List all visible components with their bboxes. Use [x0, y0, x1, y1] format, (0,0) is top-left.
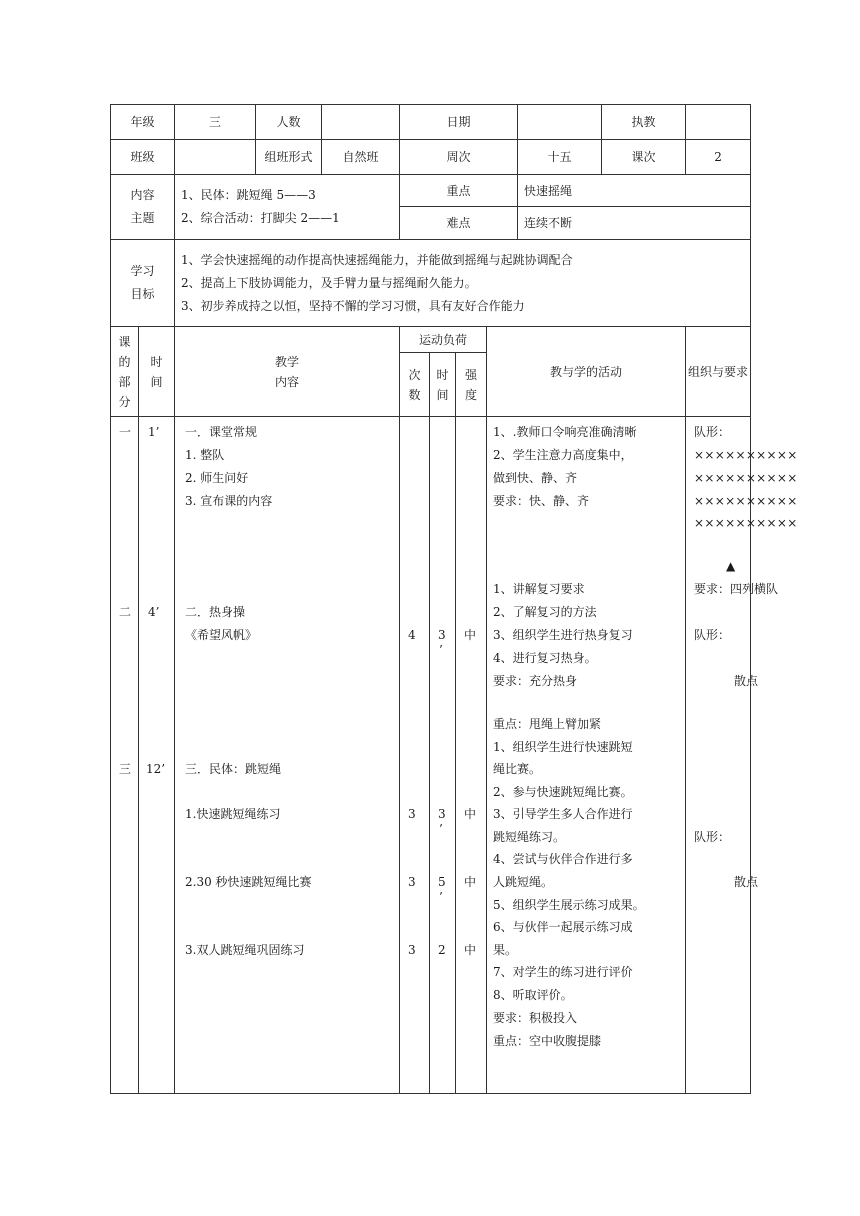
date-label: 日期	[400, 105, 518, 140]
col-intensity-char: 度	[465, 387, 478, 402]
activity-line: 2、参与快速跳短绳比赛。	[493, 785, 633, 799]
activity-line: 8、听取评价。	[493, 988, 573, 1002]
activity-line: 2、学生注意力高度集中，	[493, 448, 633, 462]
activity-line: 人跳短绳。	[493, 875, 554, 889]
col-count	[400, 353, 430, 417]
activity-line: 7、对学生的练习进行评价	[493, 965, 633, 979]
goals-label	[111, 240, 175, 327]
load-time-column	[430, 417, 456, 1094]
col-teaching-content	[175, 327, 400, 417]
col-part-char: 分	[118, 394, 131, 409]
ex3-intensity: 中	[464, 943, 477, 957]
formation-label: 队形：	[694, 830, 731, 844]
lesson-body-row	[111, 417, 751, 1094]
teacher-label: 执教	[602, 105, 686, 140]
activity-line: 做到快、静、齐	[493, 471, 578, 485]
section-1-title: 一．课堂常规	[185, 425, 258, 439]
content-label	[111, 175, 175, 240]
key-point-value: 快速摇绳	[518, 175, 751, 207]
activity-column	[487, 417, 686, 1094]
section-3-item: 1.快速跳短绳练习	[185, 807, 281, 821]
col-part	[111, 327, 139, 417]
column-header-row-1	[111, 327, 751, 353]
class-value	[175, 140, 256, 175]
activity-line: 3、引导学生多人合作进行	[493, 807, 633, 821]
col-exercise-load: 运动负荷	[400, 327, 487, 353]
ex3-time: 2	[438, 943, 446, 957]
goals-row	[111, 240, 751, 327]
content-item: 1、民体：跳短绳 5——3	[181, 188, 316, 202]
people-label: 人数	[256, 105, 322, 140]
lesson-label: 课次	[602, 140, 686, 175]
activity-line: 6、与伙伴一起展示练习成	[493, 920, 633, 934]
lesson-plan-table	[110, 104, 798, 1094]
formation-requirement: 要求：四列横队	[694, 582, 779, 596]
ex2-time: 5	[438, 875, 446, 889]
intensity-column	[456, 417, 487, 1094]
grade-value: 三	[175, 105, 256, 140]
week-label: 周次	[400, 140, 518, 175]
formation-row: ××××××××××	[694, 494, 798, 508]
goal-item: 3、初步养成持之以恒，坚持不懈的学习习惯，具有友好合作能力	[181, 298, 525, 313]
section-3-item: 2.30 秒快速跳短绳比赛	[185, 875, 312, 889]
activity-line: 果。	[493, 943, 518, 957]
time-3: 12’	[146, 762, 166, 776]
col-intensity-char: 强	[465, 367, 478, 382]
activity-line: 要求：快、静、齐	[493, 494, 590, 508]
activity-line: 1、组织学生进行快速跳短	[493, 740, 633, 754]
time-1: 1’	[148, 425, 160, 439]
col-count-char: 数	[408, 387, 421, 402]
section-2-item: 《希望风帆》	[185, 628, 258, 642]
activity-line: 跳短绳练习。	[493, 830, 566, 844]
activity-line: 绳比赛。	[493, 762, 542, 776]
formation-label: 队形：	[694, 425, 731, 439]
col-part-char: 部	[118, 374, 131, 389]
content-item: 2、综合活动：打脚尖 2——1	[181, 211, 340, 225]
col-teaching-content-line: 内容	[275, 374, 300, 389]
section-2-title: 二．热身操	[185, 605, 246, 619]
col-load-time-char: 间	[436, 387, 449, 402]
section-3-item: 3.双人跳短绳巩固练习	[185, 943, 305, 957]
goal-item: 1、学会快速摇绳的动作提高快速摇绳能力，并能做到摇绳与起跳协调配合	[181, 252, 573, 267]
col-intensity	[456, 353, 487, 417]
col-time-char: 间	[150, 374, 163, 389]
formation-row: ××××××××××	[694, 516, 798, 530]
scatter-label: 散点	[734, 875, 759, 889]
part-3: 三	[119, 762, 132, 776]
teacher-triangle-icon: ▲	[726, 559, 736, 573]
content-label-line: 内容	[130, 188, 155, 202]
teaching-content-column	[175, 417, 400, 1094]
ex2-intensity: 中	[464, 875, 477, 889]
activity-line: 1、.教师口令响亮准确清晰	[493, 425, 637, 439]
organization-column	[686, 417, 798, 1094]
activity-line: 4、尝试与伙伴合作进行多	[493, 852, 633, 866]
activity-line: 要求：充分热身	[493, 674, 578, 688]
grade-label: 年级	[111, 105, 175, 140]
content-row-1	[111, 175, 751, 207]
ex1-count: 3	[408, 807, 416, 821]
people-value	[322, 105, 400, 140]
ex1-intensity: 中	[464, 807, 477, 821]
date-value	[518, 105, 602, 140]
group-label: 组班形式	[256, 140, 322, 175]
content-label-line: 主题	[130, 211, 155, 225]
activity-line: 2、了解复习的方法	[493, 605, 597, 619]
warmup-intensity: 中	[464, 628, 477, 642]
section-1-item: 1. 整队	[185, 448, 225, 462]
activity-line: 1、讲解复习要求	[493, 582, 585, 596]
ex1-time-mark: ’	[439, 822, 443, 836]
goals-label-line: 学习	[130, 264, 155, 278]
difficulty-label: 难点	[400, 207, 518, 240]
col-activity: 教与学的活动	[487, 327, 686, 417]
section-1-item: 3. 宣布课的内容	[185, 494, 273, 508]
goal-item: 2、提高上下肢协调能力，及手臂力量与摇绳耐久能力。	[181, 275, 477, 290]
ex3-count: 3	[408, 943, 416, 957]
col-time	[139, 327, 175, 417]
time-column	[139, 417, 175, 1094]
col-part-char: 课	[118, 334, 131, 349]
activity-line: 重点：甩绳上臂加紧	[493, 717, 602, 731]
formation-label: 队形：	[694, 628, 731, 642]
activity-line: 要求：积极投入	[493, 1011, 578, 1025]
formation-row: ××××××××××	[694, 448, 798, 462]
section-3-title: 三．民体：跳短绳	[185, 762, 282, 776]
lesson-plan	[110, 104, 798, 1094]
col-load-time-char: 时	[436, 367, 449, 382]
ex1-time: 3	[438, 807, 446, 821]
teacher-value	[686, 105, 751, 140]
part-column	[111, 417, 139, 1094]
activity-line: 重点：空中收腹提膝	[493, 1034, 602, 1048]
warmup-time-mark: ’	[439, 643, 443, 657]
col-load-time	[430, 353, 456, 417]
section-1-item: 2. 师生问好	[185, 471, 249, 485]
col-time-char: 时	[150, 354, 163, 369]
class-label: 班级	[111, 140, 175, 175]
warmup-time: 3	[438, 628, 446, 642]
difficulty-value: 连续不断	[518, 207, 751, 240]
group-value: 自然班	[322, 140, 400, 175]
col-part-char: 的	[118, 354, 131, 369]
ex2-time-mark: ’	[439, 890, 443, 904]
activity-line: 5、组织学生展示练习成果。	[493, 898, 645, 912]
content-items	[175, 175, 400, 240]
ex2-count: 3	[408, 875, 416, 889]
header-row-1	[111, 105, 751, 140]
activity-line: 3、组织学生进行热身复习	[493, 628, 633, 642]
goals-items	[175, 240, 751, 327]
part-1: 一	[119, 425, 132, 439]
header-row-2	[111, 140, 751, 175]
time-2: 4’	[148, 605, 160, 619]
scatter-label: 散点	[734, 674, 759, 688]
count-column	[400, 417, 430, 1094]
col-count-char: 次	[408, 367, 421, 382]
goals-label-line: 目标	[130, 287, 155, 301]
warmup-count: 4	[408, 628, 416, 642]
activity-line: 4、进行复习热身。	[493, 651, 597, 665]
week-value: 十五	[518, 140, 602, 175]
lesson-value: 2	[686, 140, 751, 175]
col-organization: 组织与要求	[686, 327, 751, 417]
part-2: 二	[119, 605, 132, 619]
key-point-label: 重点	[400, 175, 518, 207]
formation-row: ××××××××××	[694, 471, 798, 485]
col-teaching-content-line: 教学	[275, 354, 300, 369]
